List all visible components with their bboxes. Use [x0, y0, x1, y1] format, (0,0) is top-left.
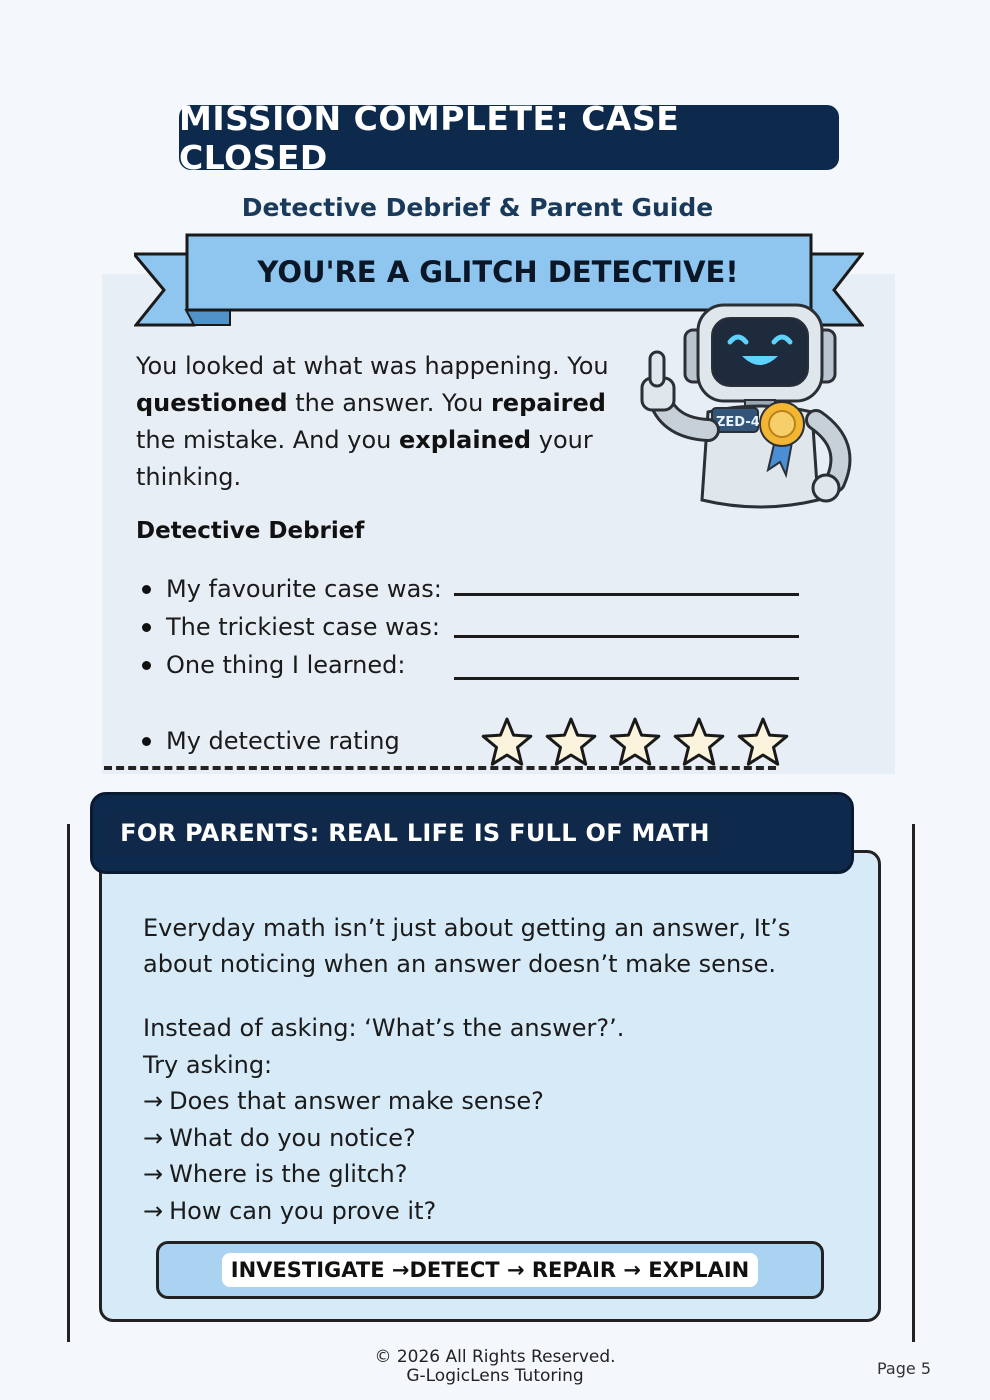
process-steps: INVESTIGATE →DETECT → REPAIR → EXPLAIN [222, 1253, 758, 1287]
arrow-right-icon: → [143, 1196, 164, 1225]
ribbon-left-tail [134, 254, 194, 325]
instead-line: Instead of asking: ‘What’s the answer?’. [143, 1014, 625, 1042]
page-title: MISSION COMPLETE: CASE CLOSED [179, 98, 680, 177]
cut-line-divider [104, 766, 776, 770]
intro-bold-explained: explained [398, 426, 532, 454]
debrief-item-trickiest [142, 610, 822, 644]
question-item [143, 1193, 843, 1230]
ribbon-title: YOU'RE A GLITCH DETECTIVE! [257, 255, 739, 289]
page-subtitle: Detective Debrief & Parent Guide [241, 193, 714, 222]
intro-text: the answer. You [287, 389, 491, 417]
arrow-right-icon: → [143, 1123, 164, 1152]
mission-title-banner [179, 98, 839, 177]
intro-text: You looked at what was happening. You [136, 352, 609, 380]
question-text: Where is the glitch? [169, 1160, 408, 1189]
question-item [143, 1156, 843, 1193]
parent-header-banner [90, 792, 854, 874]
parent-paragraph: Everyday math isn’t just about getting an answer, It’s about noticing when an answer doesn’t make sense. [143, 914, 791, 978]
question-item [143, 1120, 843, 1157]
star-outline-icon[interactable] [483, 719, 531, 764]
intro-text: the mistake. And you [136, 426, 399, 454]
bullet-icon [142, 737, 151, 746]
arrow-right-icon: → [143, 1160, 164, 1189]
parent-heading: FOR PARENTS: REAL LIFE IS FULL OF MATH [108, 811, 722, 855]
intro-paragraph [136, 348, 636, 496]
star-outline-icon[interactable] [739, 719, 787, 764]
debrief-heading: Detective Debrief [136, 518, 365, 544]
bullet-icon [142, 661, 151, 670]
company-name: G-LogicLens Tutoring [406, 1366, 584, 1386]
star-rating[interactable] [477, 716, 797, 772]
bullet-icon [142, 623, 151, 632]
debrief-item-label: My detective rating [166, 727, 400, 755]
parent-questions-block [143, 1010, 843, 1230]
robot-badge-label: ZED-4 [716, 415, 760, 430]
arrow-right-icon: → [143, 1087, 164, 1116]
try-asking-line: Try asking: [143, 1050, 273, 1079]
trickiest-case-answer-line[interactable] [454, 635, 799, 638]
intro-bold-questioned: questioned [136, 389, 288, 417]
star-outline-icon[interactable] [611, 719, 659, 764]
question-text: What do you notice? [169, 1123, 416, 1152]
intro-text: your thinking. [136, 426, 593, 491]
debrief-item-favourite [142, 572, 822, 606]
copyright-text: © 2026 All Rights Reserved. [374, 1347, 616, 1367]
star-outline-icon[interactable] [675, 719, 723, 764]
question-text: Does that answer make sense? [169, 1087, 544, 1116]
robot-thumbs-up-icon [630, 300, 870, 512]
debrief-item-label: The trickiest case was: [166, 613, 441, 641]
bullet-icon [142, 585, 151, 594]
page-number: Page 5 [877, 1359, 931, 1378]
star-outline-icon[interactable] [547, 719, 595, 764]
debrief-item-label: My favourite case was: [166, 575, 442, 603]
intro-bold-repaired: repaired [490, 389, 606, 417]
favourite-case-answer-line[interactable] [454, 593, 799, 596]
question-text: How can you prove it? [169, 1196, 437, 1225]
debrief-item-rating [142, 724, 822, 758]
debrief-item-label: One thing I learned: [166, 651, 406, 679]
learned-answer-line[interactable] [454, 677, 799, 680]
question-item [143, 1083, 843, 1120]
footer [300, 1348, 690, 1386]
process-bar [156, 1241, 824, 1299]
